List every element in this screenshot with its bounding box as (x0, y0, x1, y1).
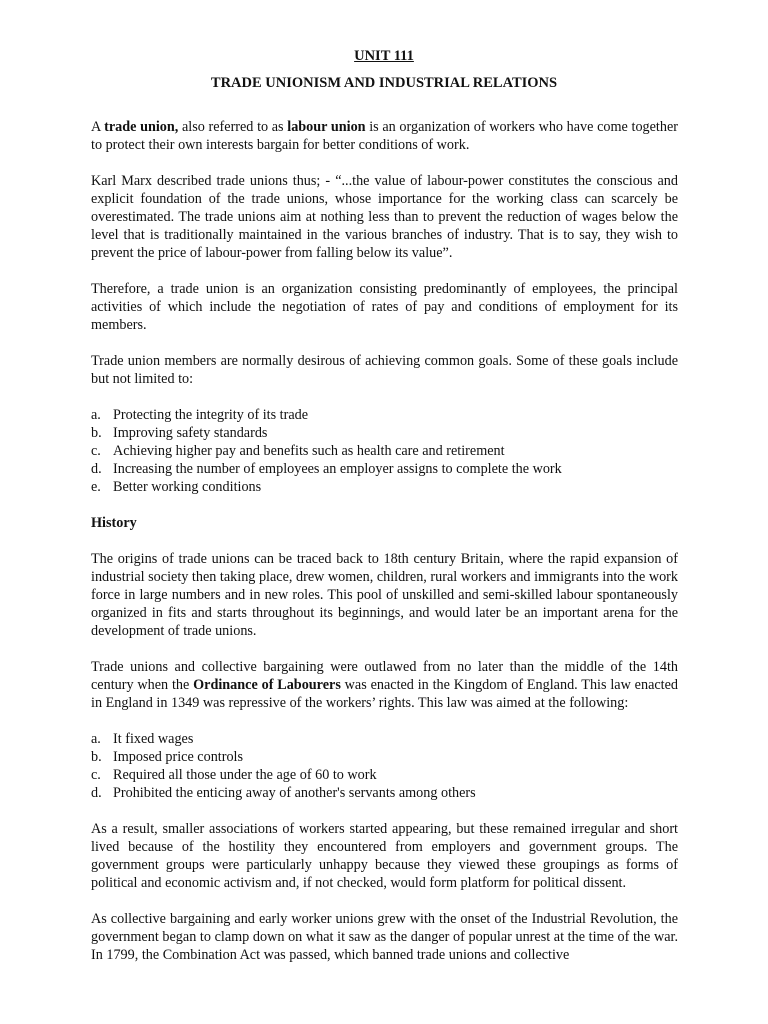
list-item-text: Prohibited the enticing away of another's servants among others (113, 785, 476, 801)
list-marker: a. (91, 731, 101, 747)
list-item (91, 460, 678, 478)
list-marker: d. (91, 785, 102, 801)
result-paragraph: As a result, smaller associations of workers started appearing, but these remained irregular and short lived because of the hostility they encountered from employers and government groups. The government groups were particularly unhappy because they viewed these groupings as forms of political and economic activism and, if not checked, would form platform for political dissent. (91, 821, 678, 891)
goals-intro-paragraph: Trade union members are normally desirous of achieving common goals. Some of these goals include but not limited to: (91, 353, 678, 387)
list-item (91, 478, 678, 496)
outlawed-text-2: was enacted in the Kingdom of England. This law enacted in England in 1349 was repressive of the workers’ rights. This law was aimed at the following: (91, 677, 678, 711)
list-marker: b. (91, 749, 102, 765)
revolution-paragraph: As collective bargaining and early worker unions grew with the onset of the Industrial Revolution, the government began to clamp down on what it saw as the danger of popular unrest at the time of the war. In 1799, the Combination Act was passed, which banned trade unions and collective (91, 911, 678, 963)
list-item (91, 730, 678, 748)
document-title: TRADE UNIONISM AND INDUSTRIAL RELATIONS (210, 75, 558, 91)
history-heading: History (91, 515, 137, 531)
list-item-text: Achieving higher pay and benefits such as health care and retirement (113, 443, 505, 459)
list-marker: a. (91, 407, 101, 423)
marx-paragraph: Karl Marx described trade unions thus; - “...the value of labour-power constitutes the conscious and explicit foundation of the trade unions, whose importance for the working class can scarcely be overestimated. The trade unions aim at nothing less than to prevent the reduction of wages below the level that is traditionally maintained in the various branches of industry. That is to say, they wish to prevent the price of labour-power from falling below its value”. (91, 173, 678, 261)
outlawed-paragraph (91, 658, 678, 712)
origins-paragraph: The origins of trade unions can be traced back to 18th century Britain, where the rapid expansion of industrial society then taking place, drew women, children, rural workers and immigrants into the work force in large numbers and in new roles. This pool of unskilled and semi-skilled labour spontaneously organized in fits and starts throughout its beginnings, and would later be an important arena for the development of trade unions. (91, 551, 678, 639)
list-item (91, 784, 678, 802)
list-item-text: It fixed wages (113, 731, 194, 747)
list-item (91, 442, 678, 460)
list-item (91, 424, 678, 442)
list-item (91, 748, 678, 766)
document-body (91, 118, 678, 982)
intro-paragraph (91, 118, 678, 154)
list-marker: c. (91, 767, 101, 783)
list-item (91, 766, 678, 784)
list-item-text: Imposed price controls (113, 749, 244, 765)
term-labour-union: labour union (287, 119, 366, 135)
list-item-text: Required all those under the age of 60 to work (113, 767, 377, 783)
term-trade-union: trade union, (104, 119, 179, 135)
list-item (91, 406, 678, 424)
list-marker: b. (91, 425, 102, 441)
intro-text-3: is an organization of workers who have come together to protect their own interests bargain for better conditions of work. (91, 119, 678, 153)
list-item-text: Improving safety standards (113, 425, 268, 441)
definition-paragraph: Therefore, a trade union is an organization consisting predominantly of employees, the principal activities of which include the negotiation of rates of pay and conditions of employment for its members. (91, 281, 678, 333)
term-ordinance-of-labourers: Ordinance of Labourers (193, 677, 341, 693)
intro-text-2: also referred to as (178, 119, 288, 135)
list-item-text: Protecting the integrity of its trade (113, 407, 309, 423)
list-item-text: Increasing the number of employees an employer assigns to complete the work (113, 461, 562, 477)
list-marker: c. (91, 443, 101, 459)
unit-title: UNIT 111 (354, 48, 414, 64)
list-item-text: Better working conditions (113, 479, 262, 495)
law-items-list (91, 730, 678, 802)
goals-list (91, 406, 678, 496)
intro-text-1: A (91, 119, 105, 135)
list-marker: d. (91, 461, 102, 477)
list-marker: e. (91, 479, 101, 495)
outlawed-text-1: Trade unions and collective bargaining were outlawed from no later than the middle of the 14th century when the (91, 659, 678, 693)
